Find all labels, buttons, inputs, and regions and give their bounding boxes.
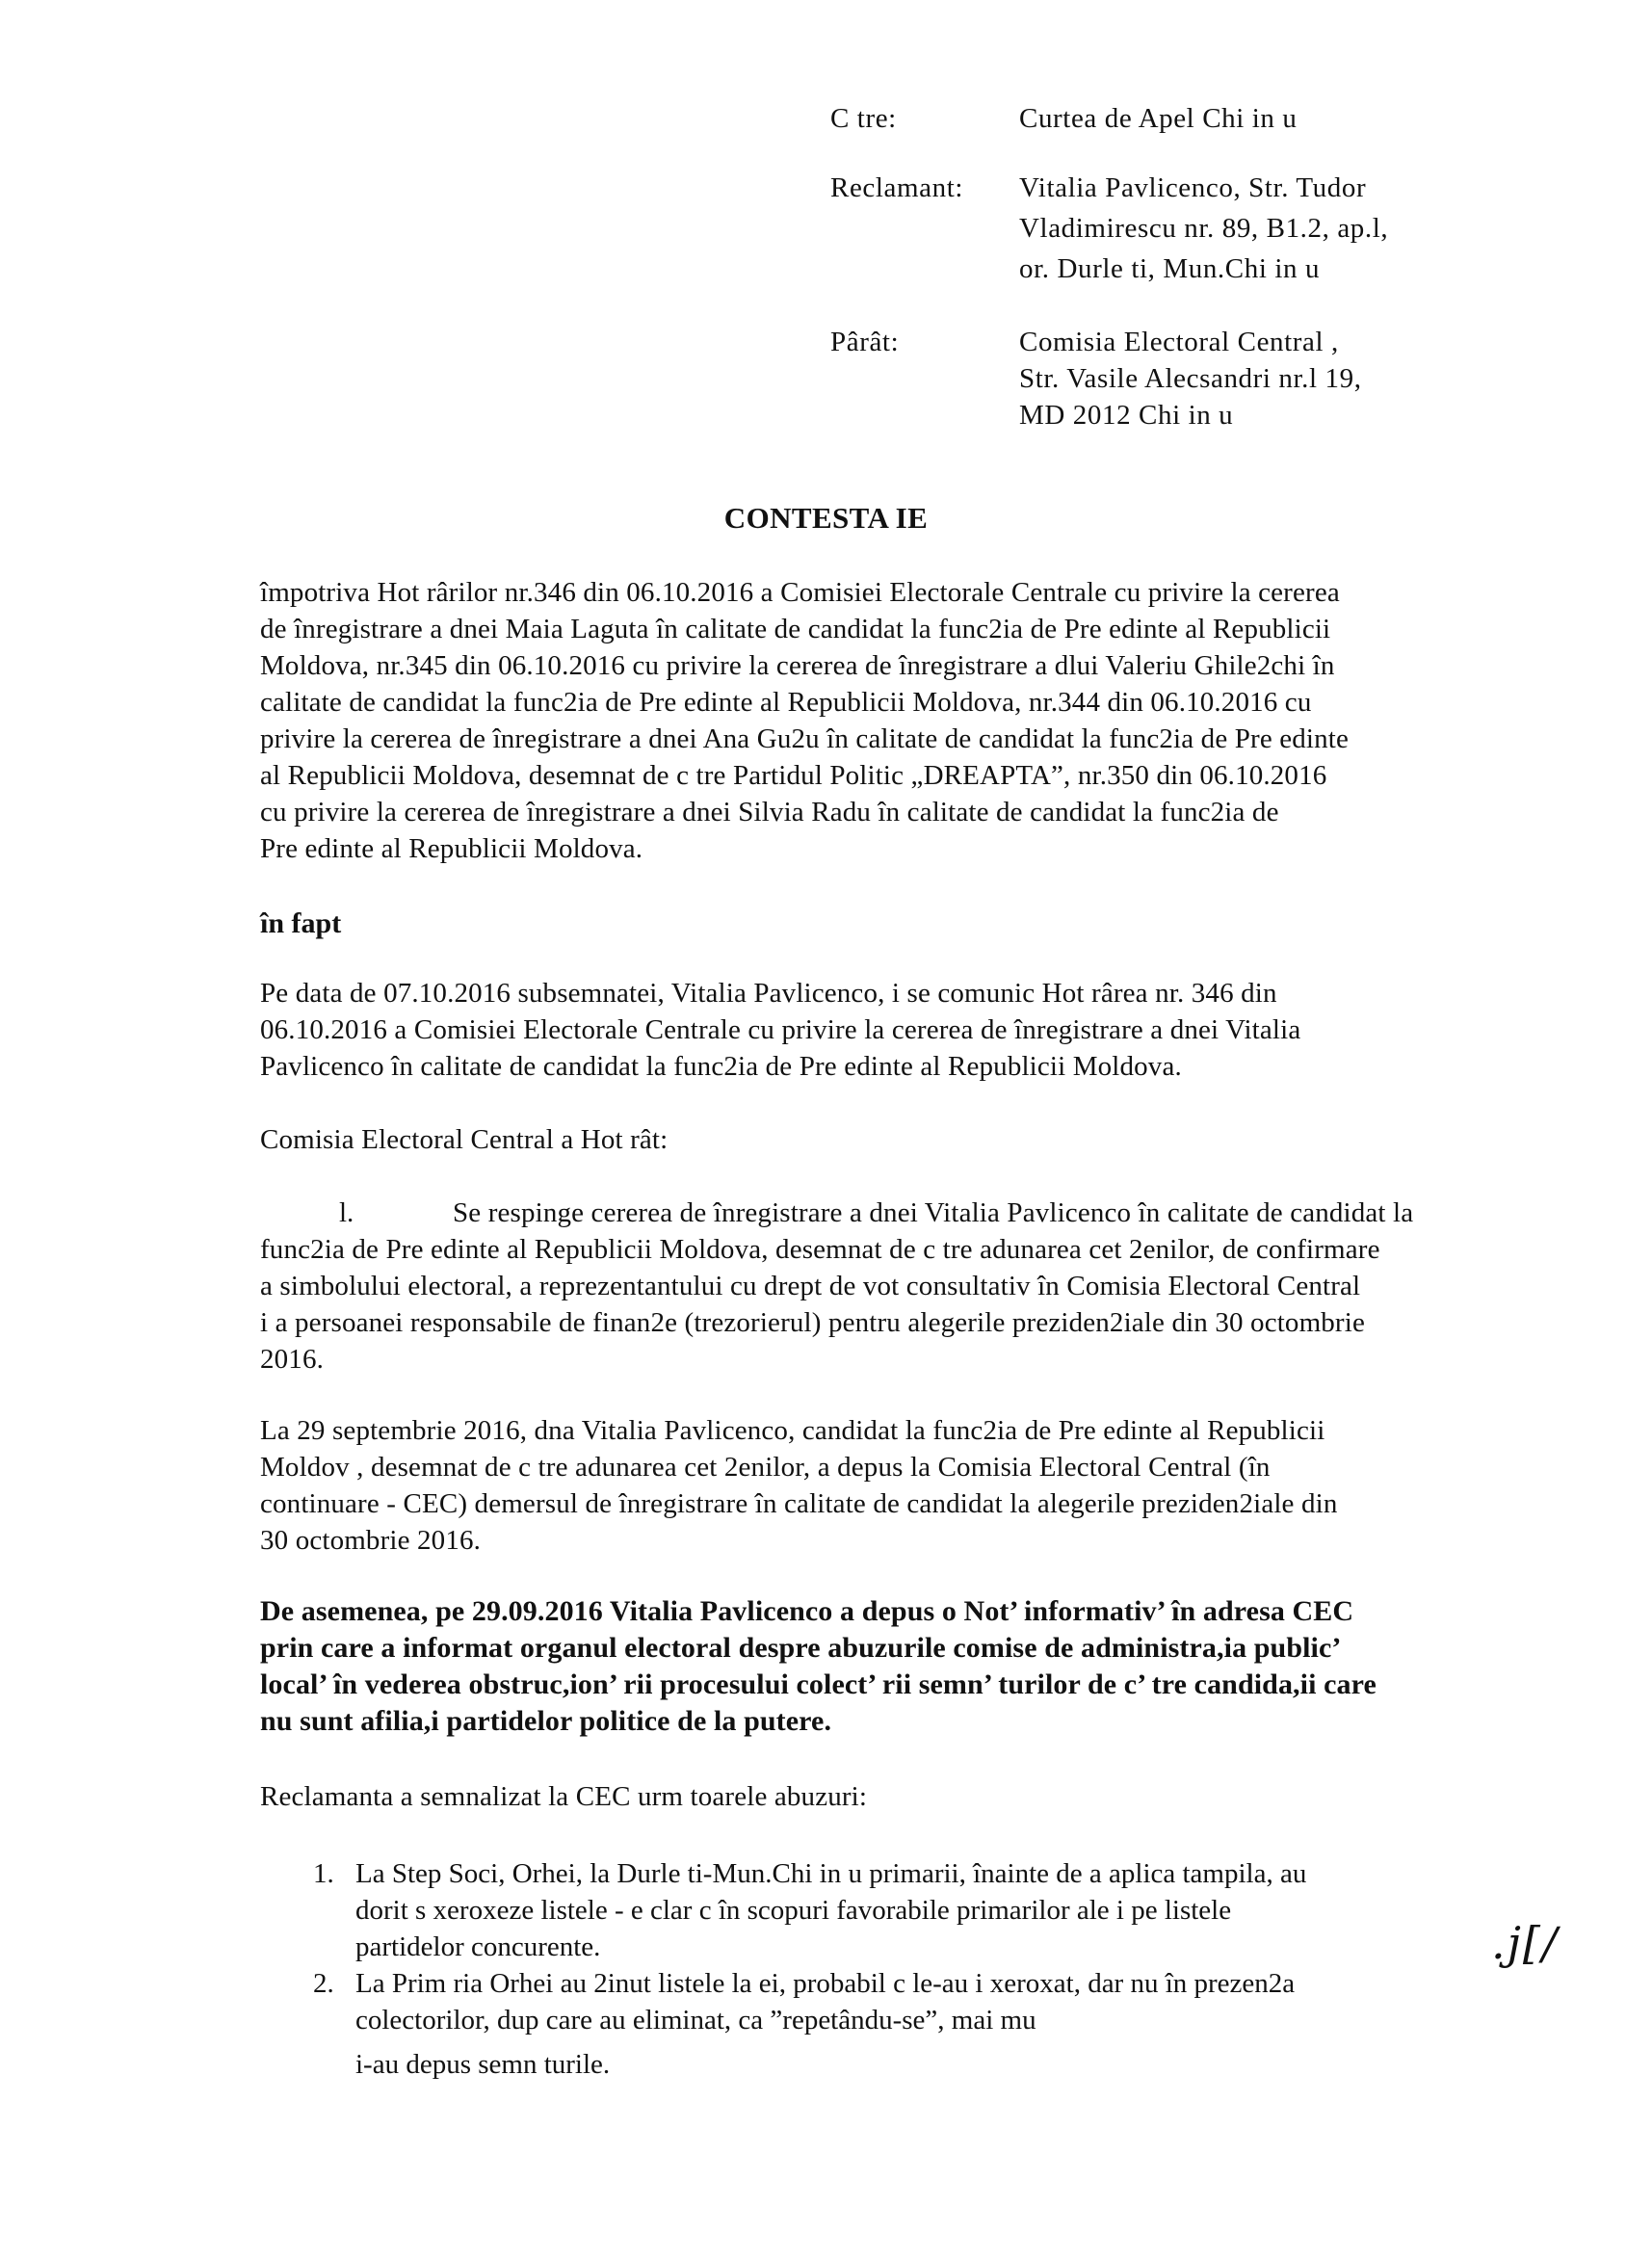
intro-line: Moldova, nr.345 din 06.10.2016 cu privire la cererea de înregistrare a dlui Valeriu Ghile2chi în [260,650,1335,681]
document-title: CONTESTA IE [723,501,929,535]
registration-line: continuare - CEC) demersul de înregistrare în calitate de candidat la alegerile preziden2iale din [260,1488,1338,1519]
handwritten-signature: .j[/ [1491,1917,1560,1969]
list-item-line: i-au depus semn turile. [355,2049,611,2080]
bold-note-line: prin care a informat organul electoral despre abuzurile comise de administra,ia public’ [260,1632,1342,1664]
fact-line: Pe data de 07.10.2016 subsemnatei, Vitalia Pavlicenco, i se comunic Hot rârea nr. 346 din [260,978,1277,1009]
intro-line: cu privire la cererea de înregistrare a dnei Silvia Radu în calitate de candidat la func2ia de [260,797,1279,827]
list-item-number: 2. [313,1968,334,1999]
intro-line: al Republicii Moldova, desemnat de c tre Partidul Politic „DREAPTA”, nr.350 din 06.10.2016 [260,760,1327,791]
list-item-line: partidelor concurente. [355,1931,601,1962]
abuses-intro: Reclamanta a semnalizat la CEC urm toarele abuzuri: [260,1781,868,1812]
intro-line: împotriva Hot rârilor nr.346 din 06.10.2016 a Comisiei Electorale Centrale cu privire la cererea [260,577,1340,608]
decision-number: l. [339,1197,354,1228]
decision-line: 2016. [260,1344,324,1375]
plaintiff-line: or. Durle ti, Mun.Chi in u [1019,253,1321,284]
fact-line: Pavlicenco în calitate de candidat la func2ia de Pre edinte al Republicii Moldova. [260,1051,1182,1082]
intro-line: calitate de candidat la func2ia de Pre edinte al Republicii Moldova, nr.344 din 06.10.2016 cu [260,687,1312,718]
decision-line: i a persoanei responsabile de finan2e (trezorierul) pentru alegerile preziden2iale din 30 octombrie [260,1307,1365,1338]
list-item-number: 1. [313,1858,334,1889]
plaintiff-line: Vitalia Pavlicenco, Str. Tudor [1019,172,1367,203]
decision-line: func2ia de Pre edinte al Republicii Moldova, desemnat de c tre adunarea cet 2enilor, de confirmare [260,1234,1380,1265]
list-item-line: dorit s xeroxeze listele - e clar c în scopuri favorabile primarilor ale i pe listele [355,1895,1232,1926]
bold-note-line: local’ în vederea obstruc,ion’ rii procesului colect’ rii semn’ turilor de c’ tre candida,ii care [260,1668,1377,1700]
plaintiff-line: Vladimirescu nr. 89, B1.2, ap.l, [1019,213,1389,244]
registration-line: Moldov , desemnat de c tre adunarea cet 2enilor, a depus la Comisia Electoral Central (în [260,1452,1271,1483]
list-item-line: colectorilor, dup care au eliminat, ca ”repetându-se”, mai mu [355,2005,1036,2036]
decision-line: Se respinge cererea de înregistrare a dnei Vitalia Pavlicenco în calitate de candidat la [453,1197,1414,1228]
to-label: C tre: [830,103,897,134]
defendant-line: Str. Vasile Alecsandri nr.l 19, [1019,363,1362,394]
defendant-line: MD 2012 Chi in u [1019,400,1234,431]
defendant-line: Comisia Electoral Central , [1019,327,1339,357]
to-value: Curtea de Apel Chi in u [1019,103,1298,134]
bold-note-line: De asemenea, pe 29.09.2016 Vitalia Pavlicenco a depus o Not’ informativ’ în adresa CEC [260,1595,1354,1627]
defendant-label: Pârât: [830,327,900,357]
bold-note-line: nu sunt afilia,i partidelor politice de la putere. [260,1705,832,1737]
fact-line: 06.10.2016 a Comisiei Electorale Centrale cu privire la cererea de înregistrare a dnei Vitalia [260,1014,1301,1045]
list-item-line: La Step Soci, Orhei, la Durle ti-Mun.Chi in u primarii, înainte de a aplica tampila, au [355,1858,1307,1889]
registration-line: La 29 septembrie 2016, dna Vitalia Pavlicenco, candidat la func2ia de Pre edinte al Republicii [260,1415,1325,1446]
plaintiff-label: Reclamant: [830,172,964,203]
registration-line: 30 octombrie 2016. [260,1525,482,1556]
section-heading: în fapt [260,907,342,939]
list-item-line: La Prim ria Orhei au 2inut listele la ei, probabil c le-au i xeroxat, dar nu în prezen2a [355,1968,1296,1999]
intro-line: privire la cererea de înregistrare a dnei Ana Gu2u în calitate de candidat la func2ia de Pre edinte [260,723,1350,754]
decision-line: a simbolului electoral, a reprezentantului cu drept de vot consultativ în Comisia Electoral Central [260,1271,1361,1301]
intro-line: de înregistrare a dnei Maia Laguta în calitate de candidat la func2ia de Pre edinte al Republicii [260,614,1331,644]
decision-intro: Comisia Electoral Central a Hot rât: [260,1124,669,1155]
intro-line: Pre edinte al Republicii Moldova. [260,833,643,864]
